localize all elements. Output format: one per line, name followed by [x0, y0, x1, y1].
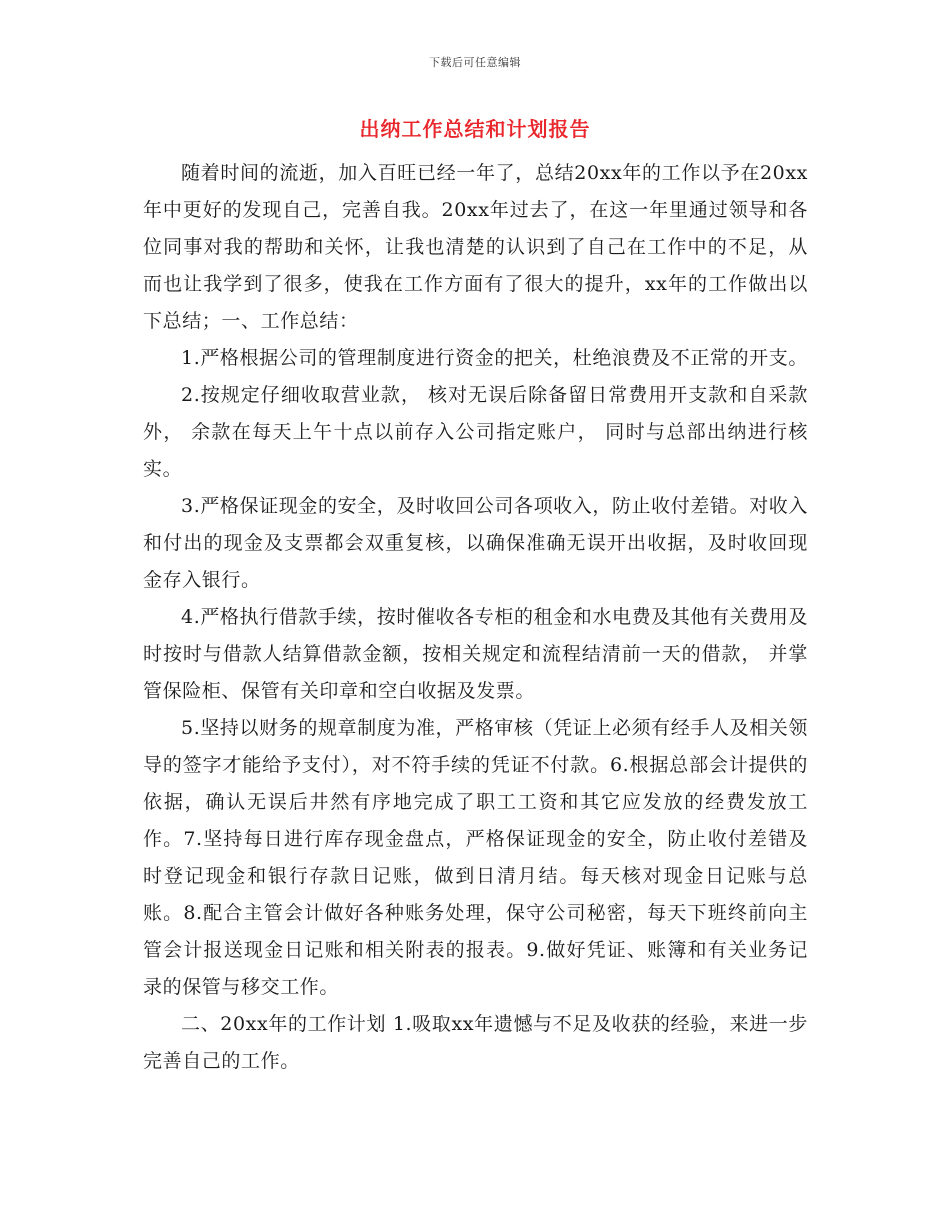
paragraph-item-5-to-9: 5.坚持以财务的规章制度为准，严格审核（凭证上必须有经手人及相关领导的签字才能给予支付），对不符手续的凭证不付款。6.根据总部会计提供的依据，确认无误后井然有序地完成了职工工资和其它应发放的经费发放工作。7.坚持每日进行库存现金盘点，严格保证现金的安全，防止收付差错及时登记现金和银行存款日记账，做到日清月结。每天核对现金日记账与总账。8.配合主管会计做好各种账务处理，保守公司秘密，每天下班终前向主管会计报送现金日记账和相关附表的报表。9.做好凭证、账簿和有关业务记录的保管与移交工作。 [143, 717, 808, 998]
paragraph-intro: 随着时间的流逝，加入百旺已经一年了，总结20xx年的工作以予在20xx年中更好的发现自己，完善自我。20xx年过去了，在这一年里通过领导和各位同事对我的帮助和关怀，让我也清楚的认识到了自己在工作中的不足，从而也让我学到了很多，使我在工作方面有了很大的提升，xx年的工作做出以下总结；一、工作总结： [143, 162, 808, 332]
header-note: 下载后可任意编辑 [429, 56, 521, 69]
document-title: 出纳工作总结和计划报告 [359, 117, 591, 141]
paragraph-item-4: 4.严格执行借款手续，按时催收各专柜的租金和水电费及其他有关费用及时按时与借款人结算借款金额，按相关规定和流程结清前一天的借款， 并掌管保险柜、保管有关印章和空白收据及发票。 [143, 606, 808, 702]
document-body [143, 155, 808, 1080]
paragraph-item-3: 3.严格保证现金的安全，及时收回公司各项收入，防止收付差错。对收入和付出的现金及支票都会双重复核，以确保准确无误开出收据，及时收回现金存入银行。 [143, 495, 808, 591]
paragraph-item-2: 2.按规定仔细收取营业款， 核对无误后除备留日常费用开支款和自采款外， 余款在每天上午十点以前存入公司指定账户， 同时与总部出纳进行核实。 [143, 384, 808, 480]
paragraph-plan: 二、20xx年的工作计划 1.吸取xx年遗憾与不足及收获的经验，来进一步完善自己的工作。 [143, 1013, 808, 1072]
paragraph-item-1: 1.严格根据公司的管理制度进行资金的把关，杜绝浪费及不正常的开支。 [181, 347, 808, 369]
